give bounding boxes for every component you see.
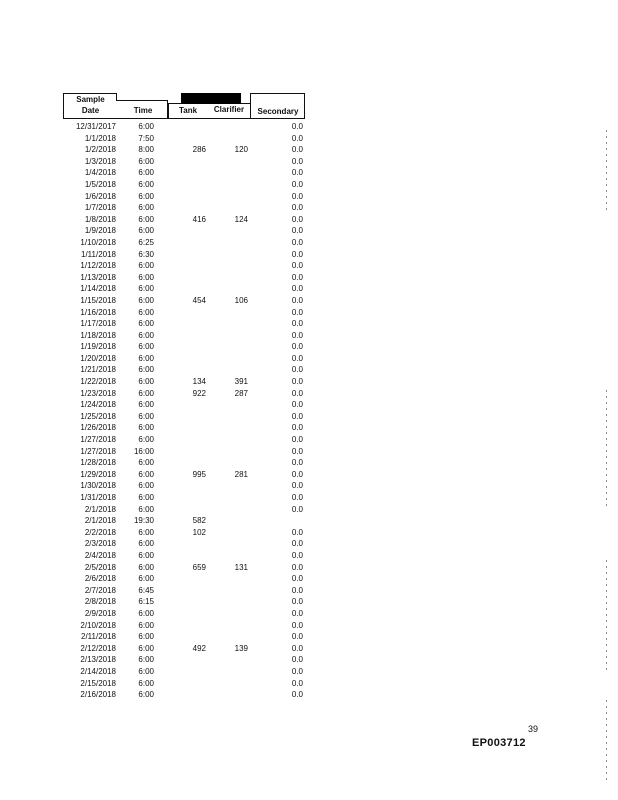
clarifier-cell: 391	[234, 377, 248, 387]
header-sample-date-line1: Sample	[76, 95, 105, 104]
table-row	[0, 562, 618, 574]
sample-date-cell: 1/6/2018	[84, 191, 116, 201]
secondary-cell: 0.0	[291, 179, 303, 189]
time-cell: 6:00	[138, 191, 154, 201]
time-cell: 6:00	[138, 365, 154, 375]
time-cell: 6:00	[138, 458, 154, 468]
secondary-cell: 0.0	[291, 400, 303, 410]
secondary-cell: 0.0	[291, 435, 303, 445]
secondary-cell: 0.0	[291, 469, 303, 479]
table-row	[0, 538, 618, 550]
table-row	[0, 260, 618, 272]
time-cell: 6:00	[138, 632, 154, 642]
sample-date-cell: 1/5/2018	[84, 179, 116, 189]
secondary-cell: 0.0	[291, 504, 303, 514]
sample-date-cell: 1/11/2018	[81, 249, 116, 259]
redaction-block	[181, 93, 241, 104]
header-clarifier: Clarifier	[213, 105, 245, 114]
table-row	[0, 330, 618, 342]
table-row	[0, 434, 618, 446]
time-cell: 6:00	[138, 319, 154, 329]
time-cell: 6:00	[138, 423, 154, 433]
time-cell: 6:00	[138, 295, 154, 305]
secondary-cell: 0.0	[291, 493, 303, 502]
secondary-cell: 0.0	[291, 620, 303, 630]
time-cell: 6:00	[138, 504, 154, 514]
table-row	[0, 249, 618, 261]
time-cell: 6:00	[138, 435, 154, 445]
table-row	[0, 596, 618, 608]
tank-cell: 582	[192, 516, 206, 526]
table-row	[0, 283, 618, 295]
scan-edge-mark	[606, 700, 607, 780]
sample-date-cell: 1/26/2018	[80, 423, 116, 433]
secondary-cell: 0.0	[291, 458, 303, 468]
table-row	[0, 573, 618, 585]
time-cell: 16:00	[133, 446, 154, 456]
clarifier-cell: 139	[234, 643, 248, 653]
secondary-cell: 0.0	[291, 632, 303, 642]
secondary-cell: 0.0	[291, 539, 303, 549]
secondary-cell: 0.0	[291, 307, 303, 317]
secondary-cell: 0.0	[291, 550, 303, 560]
time-cell: 6:00	[138, 481, 154, 491]
sample-date-cell: 1/20/2018	[80, 353, 116, 363]
time-cell: 6:00	[138, 261, 154, 271]
time-cell: 6:00	[138, 388, 154, 398]
secondary-cell: 0.0	[291, 678, 303, 688]
header-sample-date-line2: Date	[81, 106, 100, 115]
time-cell: 6:25	[138, 237, 154, 247]
sample-date-cell: 2/16/2018	[80, 690, 116, 700]
tank-cell: 286	[192, 145, 206, 155]
table-row	[0, 295, 618, 307]
sample-date-cell: 2/15/2018	[80, 678, 116, 688]
secondary-cell: 0.0	[291, 585, 303, 595]
sample-date-cell: 1/15/2018	[80, 295, 116, 305]
secondary-cell: 0.0	[291, 481, 303, 491]
secondary-cell: 0.0	[291, 168, 303, 178]
secondary-cell: 0.0	[291, 145, 303, 155]
table-row	[0, 318, 618, 330]
table-row	[0, 202, 618, 214]
sample-date-cell: 2/10/2018	[80, 620, 116, 630]
sample-date-cell: 2/3/2018	[84, 539, 116, 549]
table-row	[0, 307, 618, 319]
table-row	[0, 457, 618, 469]
time-cell: 6:00	[138, 469, 154, 479]
time-cell: 6:30	[138, 249, 154, 259]
time-cell: 19:30	[133, 516, 154, 526]
sample-date-cell: 1/18/2018	[80, 330, 116, 340]
table-row	[0, 469, 618, 481]
table-row	[0, 225, 618, 237]
table-row	[0, 654, 618, 666]
secondary-cell: 0.0	[291, 353, 303, 363]
secondary-cell: 0.0	[291, 330, 303, 340]
secondary-cell: 0.0	[291, 597, 303, 607]
time-cell: 6:00	[138, 122, 154, 131]
sample-date-cell: 1/13/2018	[80, 272, 116, 282]
data-table-body	[0, 121, 618, 701]
sample-date-cell: 12/31/2017	[75, 122, 116, 131]
bates-number: EP003712	[472, 737, 526, 749]
sample-date-cell: 2/11/2018	[81, 632, 116, 642]
secondary-cell: 0.0	[291, 655, 303, 665]
sample-date-cell: 2/9/2018	[84, 608, 116, 618]
sample-date-cell: 1/29/2018	[80, 469, 116, 479]
secondary-cell: 0.0	[291, 226, 303, 236]
clarifier-cell: 124	[234, 214, 248, 224]
table-row	[0, 422, 618, 434]
table-row	[0, 550, 618, 562]
clarifier-cell: 106	[234, 295, 248, 305]
sample-date-cell: 2/1/2018	[84, 516, 116, 526]
time-cell: 6:00	[138, 608, 154, 618]
time-cell: 6:00	[138, 655, 154, 665]
sample-date-cell: 1/21/2018	[80, 365, 116, 375]
sample-date-cell: 2/4/2018	[84, 550, 116, 560]
time-cell: 6:00	[138, 307, 154, 317]
table-row	[0, 156, 618, 168]
secondary-cell: 0.0	[291, 156, 303, 166]
sample-date-cell: 1/27/2018	[80, 446, 116, 456]
sample-date-cell: 1/3/2018	[84, 156, 116, 166]
time-cell: 6:00	[138, 214, 154, 224]
tank-cell: 416	[192, 214, 206, 224]
sample-date-cell: 2/6/2018	[84, 574, 116, 584]
sample-date-cell: 1/8/2018	[84, 214, 116, 224]
sample-date-cell: 1/7/2018	[84, 203, 116, 213]
clarifier-cell: 281	[234, 469, 248, 479]
table-row	[0, 133, 618, 145]
tank-cell: 454	[192, 295, 206, 305]
secondary-cell: 0.0	[291, 388, 303, 398]
table-row	[0, 689, 618, 701]
tank-cell: 102	[192, 527, 206, 537]
sample-date-cell: 1/25/2018	[80, 411, 116, 421]
tank-cell: 492	[192, 643, 206, 653]
secondary-cell: 0.0	[291, 411, 303, 421]
table-row	[0, 121, 618, 133]
table-row	[0, 353, 618, 365]
tank-cell: 134	[192, 377, 206, 387]
table-row	[0, 144, 618, 156]
sample-date-cell: 1/1/2018	[84, 133, 116, 143]
scan-edge-mark	[606, 560, 607, 670]
sample-date-cell: 1/4/2018	[84, 168, 116, 178]
table-row	[0, 480, 618, 492]
secondary-cell: 0.0	[291, 377, 303, 387]
sample-date-cell: 1/14/2018	[80, 284, 116, 294]
table-row	[0, 376, 618, 388]
sample-date-cell: 1/19/2018	[80, 342, 116, 352]
time-cell: 6:00	[138, 226, 154, 236]
time-cell: 7:50	[138, 133, 154, 143]
secondary-cell: 0.0	[291, 261, 303, 271]
header-tank: Tank	[178, 106, 198, 115]
page-number: 39	[528, 724, 539, 734]
table-row	[0, 179, 618, 191]
clarifier-cell: 131	[234, 562, 248, 572]
secondary-cell: 0.0	[291, 608, 303, 618]
secondary-cell: 0.0	[291, 191, 303, 201]
sample-date-cell: 1/27/2018	[80, 435, 116, 445]
sample-date-cell: 2/7/2018	[84, 585, 116, 595]
header-time: Time	[133, 106, 153, 115]
secondary-cell: 0.0	[291, 295, 303, 305]
table-row	[0, 504, 618, 516]
sample-date-cell: 1/17/2018	[80, 319, 116, 329]
time-cell: 6:00	[138, 527, 154, 537]
table-row	[0, 191, 618, 203]
time-cell: 6:00	[138, 272, 154, 282]
time-cell: 6:00	[138, 353, 154, 363]
time-cell: 6:45	[138, 585, 154, 595]
table-row	[0, 643, 618, 655]
time-cell: 6:00	[138, 330, 154, 340]
table-row	[0, 411, 618, 423]
header-secondary: Secondary	[257, 107, 299, 116]
sample-date-cell: 2/1/2018	[84, 504, 116, 514]
time-cell: 6:00	[138, 411, 154, 421]
table-row	[0, 167, 618, 179]
secondary-cell: 0.0	[291, 284, 303, 294]
sample-date-cell: 1/10/2018	[80, 237, 116, 247]
sample-date-cell: 2/8/2018	[84, 597, 116, 607]
tank-cell: 995	[192, 469, 206, 479]
table-row	[0, 399, 618, 411]
clarifier-cell: 120	[234, 145, 248, 155]
secondary-cell: 0.0	[291, 527, 303, 537]
sample-date-cell: 1/9/2018	[84, 226, 116, 236]
sample-date-cell: 1/2/2018	[84, 145, 116, 155]
time-cell: 6:00	[138, 400, 154, 410]
time-cell: 6:15	[138, 597, 154, 607]
secondary-cell: 0.0	[291, 237, 303, 247]
table-row	[0, 214, 618, 226]
table-row	[0, 388, 618, 400]
time-cell: 6:00	[138, 678, 154, 688]
sample-date-cell: 2/2/2018	[84, 527, 116, 537]
time-cell: 6:00	[138, 690, 154, 700]
table-row	[0, 492, 618, 504]
table-row	[0, 666, 618, 678]
tank-cell: 922	[192, 388, 206, 398]
sample-date-cell: 1/22/2018	[80, 377, 116, 387]
table-row	[0, 585, 618, 597]
time-cell: 6:00	[138, 539, 154, 549]
sample-date-cell: 1/24/2018	[80, 400, 116, 410]
table-row	[0, 678, 618, 690]
sample-date-cell: 1/12/2018	[80, 261, 116, 271]
time-cell: 6:00	[138, 203, 154, 213]
secondary-cell: 0.0	[291, 272, 303, 282]
secondary-cell: 0.0	[291, 365, 303, 375]
sample-date-cell: 1/28/2018	[80, 458, 116, 468]
table-row	[0, 620, 618, 632]
scan-edge-mark	[606, 130, 607, 210]
table-row	[0, 237, 618, 249]
scan-edge-mark	[606, 390, 607, 510]
time-cell: 8:00	[138, 145, 154, 155]
table-row	[0, 631, 618, 643]
secondary-cell: 0.0	[291, 214, 303, 224]
secondary-cell: 0.0	[291, 446, 303, 456]
sample-date-cell: 2/13/2018	[80, 655, 116, 665]
table-row	[0, 341, 618, 353]
sample-date-cell: 1/23/2018	[80, 388, 116, 398]
secondary-cell: 0.0	[291, 574, 303, 584]
tank-cell: 659	[192, 562, 206, 572]
time-cell: 6:00	[138, 643, 154, 653]
table-row	[0, 446, 618, 458]
sample-date-cell: 2/14/2018	[80, 666, 116, 676]
time-cell: 6:00	[138, 377, 154, 387]
secondary-cell: 0.0	[291, 133, 303, 143]
time-cell: 6:00	[138, 666, 154, 676]
time-cell: 6:00	[138, 620, 154, 630]
table-row	[0, 364, 618, 376]
sample-date-cell: 1/30/2018	[80, 481, 116, 491]
sample-date-cell: 1/31/2018	[80, 493, 116, 502]
clarifier-cell: 287	[234, 388, 248, 398]
time-cell: 6:00	[138, 550, 154, 560]
time-cell: 6:00	[138, 574, 154, 584]
secondary-cell: 0.0	[291, 562, 303, 572]
sample-date-cell: 1/16/2018	[80, 307, 116, 317]
time-cell: 6:00	[138, 342, 154, 352]
secondary-cell: 0.0	[291, 249, 303, 259]
time-cell: 6:00	[138, 493, 154, 502]
secondary-cell: 0.0	[291, 690, 303, 700]
time-cell: 6:00	[138, 284, 154, 294]
time-cell: 6:00	[138, 562, 154, 572]
secondary-cell: 0.0	[291, 643, 303, 653]
time-cell: 6:00	[138, 168, 154, 178]
secondary-cell: 0.0	[291, 203, 303, 213]
sample-date-cell: 2/12/2018	[80, 643, 116, 653]
secondary-cell: 0.0	[291, 423, 303, 433]
table-row	[0, 527, 618, 539]
time-cell: 6:00	[138, 179, 154, 189]
table-row	[0, 272, 618, 284]
time-cell: 6:00	[138, 156, 154, 166]
secondary-cell: 0.0	[291, 122, 303, 131]
secondary-cell: 0.0	[291, 342, 303, 352]
sample-date-cell: 2/5/2018	[84, 562, 116, 572]
table-row	[0, 515, 618, 527]
secondary-cell: 0.0	[291, 666, 303, 676]
table-row	[0, 608, 618, 620]
secondary-cell: 0.0	[291, 319, 303, 329]
